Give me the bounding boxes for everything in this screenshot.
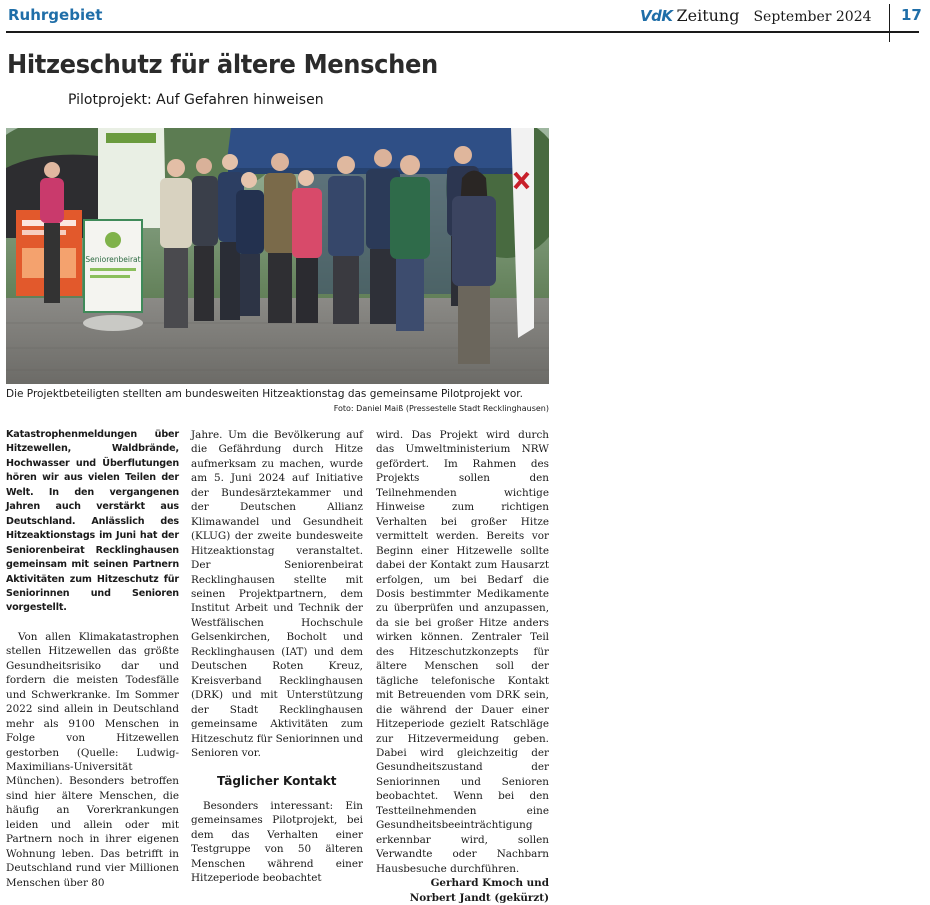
group-photo-illustration (6, 128, 549, 384)
subheadline: Pilotprojekt: Auf Gefahren hinweisen (68, 92, 324, 108)
article-photo (6, 128, 549, 384)
body-paragraph: wird. Das Projekt wird durch das Umweltministerium NRW gefördert. Im Rahmen des Projekts sollen den Teilnehmenden wichtige Hinweise zum richtigen Verhalten bei großer Hitze vermittelt werden. Bereits vor Beginn einer Hitzewelle sollte dabei der Kontakt zum Hausarzt erfolgen, um bei Bedarf die Dosis bestimmter Medikamente zu überprüfen und anzupassen, da sie bei großer Hitze anders wirken können. Zentraler Teil des Hitzeschutzkonzepts für ältere Menschen soll der tägliche telefonische Kontakt mit Betreuenden vom DRK sein, die während der Dauer einer Hitzeperiode gezielt Ratschläge zur Hitzevermeidung geben. Dabei wird gleichzeitig der Gesundheitszustand der Seniorinnen und Senioren beobachtet. Wenn bei den Testteilnehmenden eine Gesundheitsbeeinträchtigung erkennbar wird, sollen Verwandte oder Nachbarn Hausbesuche durchführen. (376, 429, 549, 875)
paper-name: Zeitung (676, 6, 740, 25)
section-subheading: Täglicher Kontakt (217, 774, 337, 789)
header-rule (6, 31, 919, 33)
headline: Hitzeschutz für ältere Menschen (7, 50, 438, 80)
article-column-3 (376, 428, 549, 905)
lead-paragraph: Katastrophenmeldungen über Hitzewellen, Waldbrände, Hochwasser und Überflutungen hören wir aus vielen Teilen der Welt. In den vergangenen Jahren auch verstärkt aus Deutschland. Anlässlich des Hitzeaktionstags im Juni hat der Seniorenbeirat Recklinghausen gemeinsam mit seinen Partnern Aktivitäten zum Hitzeschutz für Seniorinnen und Senioren vorgestellt. (6, 429, 179, 614)
vdk-logo: VdK (640, 7, 673, 25)
header-divider (889, 4, 890, 42)
body-paragraph: Jahre. Um die Bevölkerung auf die Gefährdung durch Hitze aufmerksam zu machen, wurde am 5. Juni 2024 auf Initiative der Bundesärztekammer und der Deutschen Allianz Klimawandel und Gesundheit (KLUG) der zweite bundesweite Hitzeaktionstag veranstaltet. Der Seniorenbeirat Recklinghausen stellte mit seinen Projektpartnern, dem Institut Arbeit und Technik der Westfälischen Hochschule Gelsenkirchen, Bocholt und Recklinghausen (IAT) und dem Deutschen Roten Kreuz, Kreisverband Recklinghausen (DRK) und mit Unterstützung der Stadt Recklinghausen gemeinsame Aktivitäten zum Hitzeschutz für Seniorinnen und Senioren vor. (191, 429, 363, 759)
issue-date: September 2024 (753, 9, 872, 25)
body-paragraph: Von allen Klimakatastrophen stellen Hitzewellen das größte Gesundheitsrisiko dar und fordern die meisten Todesfälle und Schwerkranke. Im Sommer 2022 sind allein in Deutschland mehr als 9100 Menschen in Folge von Hitzewellen gestorben (Quelle: Ludwig-Maximilians-Universität München). Besonders betroffen sind hier ältere Menschen, die häufig an Vorerkrankungen leiden und allein oder mit Partnern noch in ihrer eigenen Wohnung leben. Das betrifft in Deutschland rund vier Millionen Menschen über 80 (6, 630, 179, 889)
article-column-1 (6, 428, 179, 890)
body-paragraph: Besonders interessant: Ein gemeinsames Pilotprojekt, bei dem das Verhalten einer Testgruppe von 50 älteren Menschen während einer Hitzeperiode beobachtet (191, 799, 363, 885)
author-line: Norbert Jandt (gekürzt) (409, 891, 549, 904)
masthead (640, 6, 872, 28)
page-number: 17 (901, 6, 922, 24)
section-label: Ruhrgebiet (8, 6, 103, 24)
photo-credit: Foto: Daniel Maiß (Pressestelle Stadt Recklinghausen) (333, 404, 549, 413)
author-line: Gerhard Kmoch und (430, 877, 549, 890)
banner-text: Seniorenbeirat (85, 255, 141, 264)
article-column-2 (191, 428, 363, 886)
photo-caption: Die Projektbeteiligten stellten am bundesweiten Hitzeaktionstag das gemeinsame Pilotprojekt vor. (6, 388, 523, 400)
